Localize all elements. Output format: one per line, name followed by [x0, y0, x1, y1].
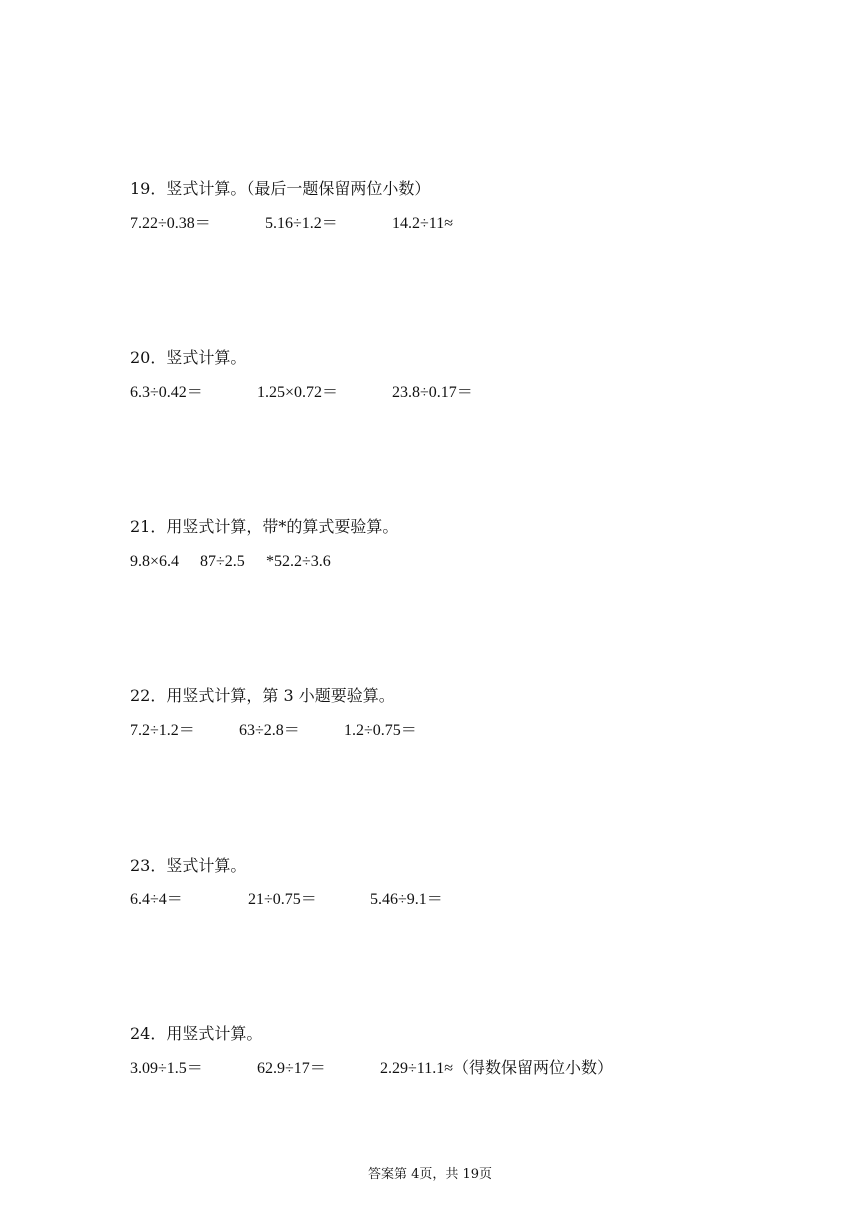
problem-24-title: 24．用竖式计算。: [130, 1024, 263, 1043]
problem-20-expr-3: 23.8÷0.17＝: [392, 384, 473, 401]
problem-23-expr-2: 21÷0.75＝: [248, 891, 317, 908]
problem-19-title: 19．竖式计算。（最后一题保留两位小数）: [130, 179, 431, 198]
problem-22-expr-3: 1.2÷0.75＝: [344, 722, 417, 739]
problem-23-expr-1: 6.4÷4＝: [130, 891, 183, 908]
problem-23-expr-3: 5.46÷9.1＝: [370, 891, 443, 908]
problem-22-expr-1: 7.2÷1.2＝: [130, 722, 195, 739]
problem-21-expr-2: 87÷2.5: [200, 553, 245, 570]
problem-24-expr-3: 2.29÷11.1≈（得数保留两位小数）: [380, 1060, 613, 1077]
problem-24-expr-1: 3.09÷1.5＝: [130, 1060, 203, 1077]
problem-22-title: 22．用竖式计算，第 3 小题要验算。: [130, 686, 395, 705]
problem-20-title: 20．竖式计算。: [130, 348, 247, 367]
problem-21-expr-1: 9.8×6.4: [130, 553, 180, 570]
problem-24-expr-2: 62.9÷17＝: [257, 1060, 326, 1077]
problem-19-expr-1: 7.22÷0.38＝: [130, 215, 211, 232]
problem-21-title: 21．用竖式计算，带*的算式要验算。: [130, 517, 399, 536]
problem-21-expr-3: *52.2÷3.6: [266, 553, 331, 570]
problem-19-expr-2: 5.16÷1.2＝: [265, 215, 338, 232]
problem-23-title: 23．竖式计算。: [130, 856, 247, 875]
problem-20-expr-2: 1.25×0.72＝: [257, 384, 339, 401]
problem-19-expr-3: 14.2÷11≈: [392, 215, 453, 232]
problem-20-expr-1: 6.3÷0.42＝: [130, 384, 203, 401]
problem-22-expr-2: 63÷2.8＝: [239, 722, 300, 739]
page-footer: 答案第 4页，共 19页: [367, 1167, 493, 1182]
